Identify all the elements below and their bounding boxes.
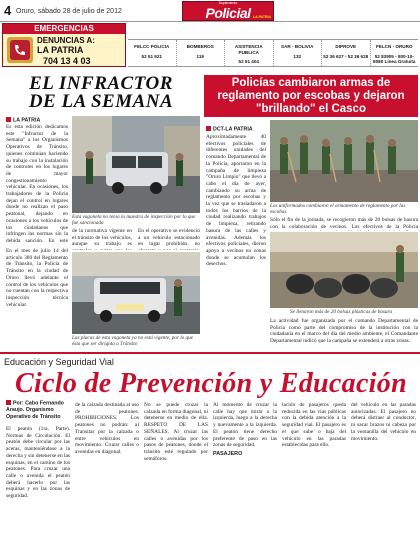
infractor-headline	[2, 75, 200, 113]
phone-entry	[371, 40, 419, 66]
emergency-line1: DENUNCIAS A:	[37, 36, 95, 45]
phone-number: 52 36 627 - 52 36 628	[323, 53, 369, 59]
page-header	[0, 0, 420, 22]
article-column: El peatón (1ra. Parte). Normas de Circulación. El peatón debe circular por las aceras, manteniéndose a la derecha y sin detenerse en las esquinas, en el camino de los peatones. Para cruzar una calle o avenida el peatón deberá hacerlo por las esquinas y en las zonas de seguridad.	[6, 426, 70, 500]
phone-number: 52 83905 - 800-10-8080 Línea Gratuita	[373, 53, 416, 64]
section-title: Ciclo de Prevención y Educación	[15, 368, 407, 399]
emergency-body	[3, 34, 125, 66]
article-column: de la normativa vigente en el tránsito de los vehículos, aunque su trabajo es	[72, 228, 132, 248]
photo-garbage-bags	[270, 232, 418, 308]
photo-caption: Los uniformados cambiaron el armamento de reglamento por las escobas	[270, 203, 406, 216]
phone-number: 52 51 404	[238, 59, 259, 64]
phone-number: 132	[293, 53, 302, 59]
article-column: Es esta edición dedicamos este "Infractor de la Semana" a los Organismos Operativos de Tránsito, quienes continúan haciendo su trabajo con la instalación de controles en los lugares de mayor congestionamiento vehicular. En ocasiones, los trabajadores de la Policía dejan el control en lugares donde no realizan el paso peatonal, dejando en ocasiones a los vehículos de los ciudadanos que infringen las normas sin la debida sanción. En este	[6, 124, 68, 244]
column-subhead: PASAJERO	[213, 450, 243, 457]
logo-sub: LA PATRIA	[252, 15, 271, 19]
phone-icon	[7, 37, 33, 63]
section-kicker: Educación y Seguridad Vial	[4, 357, 114, 367]
emergency-box	[2, 23, 126, 67]
phone-name: ASISTENCIA PUBLICA	[234, 44, 263, 55]
phone-entry	[274, 40, 323, 66]
photo-caption: Se llenaron más de 20 bolsas plásticas de basura	[290, 309, 393, 315]
emergency-line2: LA PATRIA	[37, 45, 84, 55]
photo-caption: Esta vagoneta no tenía la muestra de inspección por lo que fue sancionada	[72, 214, 196, 227]
article-column: Sólo el fin de la jornada, se recogieron más de 20 bolsas de basura con la colaboración de vecinos. Los efectivos de la Policía	[270, 217, 418, 230]
emergency-phone: 704 13 4 03	[43, 56, 91, 66]
article-column: lación de pasajeros queda reducida en las vías públicas con la debida atención a la seguridad vial. El pasajero es el que sube o baja del vehículo en las paradas establecidas para ello.	[282, 402, 346, 449]
article-column: En el mes de julio 14 del artículo 380 del Reglamento de Tránsito, la Policía de Tránsito en la ciudad de Oruro llevó adelante el control de los vehículos que no cuentan con la respectiva inspección técnica vehicular.	[6, 248, 68, 308]
phone-entry	[322, 40, 371, 66]
phone-number: 52 51 921	[141, 53, 162, 59]
right-headline: Policías cambiaron armas de reglamento por escobas y dejaron "brillando" el Casco	[204, 75, 418, 117]
phone-name: SAR - BOLIVIA	[281, 44, 314, 49]
emergency-title: EMERGENCIAS	[3, 24, 125, 34]
phone-name: FELCN - ORURO	[376, 44, 413, 49]
article-column: del vehículo en las paradas autorizadas. El pasajero no deberá distraer al conductor, ni sacar brazos ni cabeza por la ventanilla del vehículo en movimiento.	[351, 402, 416, 442]
photo-traffic-check	[72, 116, 200, 213]
article-column: La actividad fue organizada por el comando Departamental de Policía como parte del compromiso de la institución con la ciudadanía en el marco del día del medio ambiente, el Comandante Departamental indicó que la campaña se extenderá a otras zonas.	[270, 318, 418, 345]
page-number: 4	[4, 3, 12, 18]
phone-name: DIPROVE	[335, 44, 357, 49]
newspaper-logo	[182, 1, 274, 21]
phone-entry	[128, 40, 177, 66]
photo-vehicle-plates	[72, 252, 200, 334]
page-date: Oruro, sábado 28 de julio de 2012	[16, 8, 122, 15]
phone-name: BOMBEROS	[186, 44, 214, 49]
logo-top: Suplemento	[218, 1, 238, 6]
phone-entry	[177, 40, 226, 66]
article-author: Por: Cabo Fernando Araujo. Organismo Operativo de Tránsito	[6, 400, 70, 420]
section-divider	[0, 352, 420, 354]
article-column	[213, 402, 277, 544]
photo-caption: Las placas de esta vagoneta ya no está vigente, por lo que ésta que ser dirigida a Tránsito	[72, 335, 194, 348]
phone-name: FELCC POLICIA	[134, 44, 170, 49]
headline-line2: DE LA SEMANA	[28, 91, 174, 112]
headline-line1: EL INFRACTOR	[29, 73, 173, 94]
phone-number: 119	[196, 53, 204, 59]
phone-entry	[225, 40, 274, 66]
article-source: LA PATRIA	[6, 117, 40, 124]
article-column: En el operativo se evidenció a un vehículo estacionado en lugar prohibido, no	[138, 228, 200, 248]
logo-main: Policial	[205, 4, 251, 21]
phone-directory	[128, 39, 418, 67]
article-source: DCT-LA PATRIA	[206, 126, 253, 133]
column-text: Al momento de cruzar la calle hay que mirar a la izquierda, luego a la derecha y nuevamente a la izquierda. El peatón tiene derecho preferente de paso en las zonas de seguridad.	[213, 402, 277, 449]
photo-police-cleaning	[270, 120, 418, 202]
article-column: No se puede cruzar la calzada en forma diagonal, ni detenerse en medio de ella. RESPETO DE LAS SEÑALES. Al cruzar las calles o avenidas por los pasos de peatones, donde el tránsito esté regulado por semáforos.	[144, 402, 208, 462]
article-column: de la calzada destinada al uso de peatones. PROHIBICIONES. Los peatones no podrán: a) Transitar por la calzada o entre vehículos en movimiento. Cruzar calles o avenidas en diagonal.	[75, 402, 139, 455]
article-column: Aproximadamente 40 efectivos policiales de diferentes unidades del comando Departamental de la Policía, aportaron en la campaña de limpieza "Oruro Limpio" que llevó a cabo el día de ayer, cambiando su arma de reglamento por escobas y la vez que se trasladaron a todos los barrios de la ciudad realizando trabajos de limpieza, retirando basura de las calles y avenidas. Además los efectivos policiales, dieron apoyo a vecinos en zonas donde se acumulan los desechos.	[206, 134, 266, 268]
